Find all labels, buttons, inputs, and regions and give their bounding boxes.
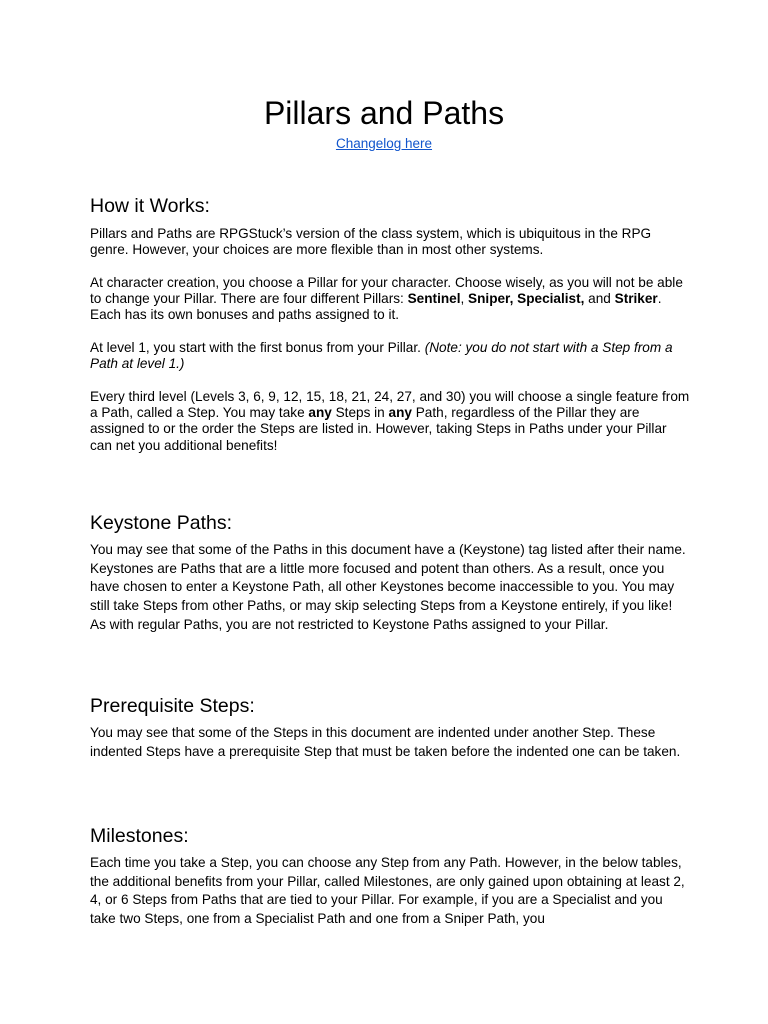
milestones-paragraph: Each time you take a Step, you can choose any Step from any Path. However, in the below tables, the additional benefits from your Pillar, called Milestones, are only gained upon obtaining at least 2, 4, or 6 Steps from Paths that are tied to your Pillar. For example, if you are a Specialist and you take two Steps, one from a Specialist Path and one from a Sniper Path, you [90,855,685,927]
page-title: Pillars and Paths [263,95,505,131]
how-it-works-heading: How it Works: [90,195,210,217]
p4-text-a: Every third level (Levels 3, 6, 9, 12, 15, 18, 21, 24, 27, and 30) you will choose a single feature from a Path, called a Step. You may take [90,389,690,421]
p2-text-a: At character creation, you choose a Pillar for your character. Choose wisely, as you will not be able to change your Pillar. There are four different Pillars: [90,275,683,307]
p4-any-1: any [308,405,332,421]
how-it-works-paragraph-4 [90,389,690,454]
p2-and: and [584,291,615,307]
pillar-sniper-specialist: Sniper, Specialist, [468,291,585,307]
prerequisite-steps-heading: Prerequisite Steps: [90,695,255,717]
prerequisite-steps-paragraph: You may see that some of the Steps in this document are indented under another Step. These indented Steps have a prerequisite Step that must be taken before the indented one can be taken. [90,725,681,759]
p2-comma: , [460,291,469,307]
how-it-works-paragraph-3 [90,340,690,372]
p4-text-b: Steps in [331,405,389,421]
pillar-striker: Striker [614,291,658,307]
p4-text-c: Path, regardless of the Pillar they are assigned to or the order the Steps are listed in. However, taking Steps in Paths under your Pillar can net you additional benefits! [90,405,667,453]
how-it-works-paragraph-2 [90,275,690,324]
changelog-link[interactable]: Changelog here [335,136,433,151]
keystone-paths-paragraph: You may see that some of the Paths in this document have a (Keystone) tag listed after their name. Keystones are Paths that are a little more focused and potent than others. As a result, once you have chosen to enter a Keystone Path, all other Keystones become inaccessible to you. You may still take Steps from other Paths, or may skip selecting Steps from a Keystone entirely, if you like! As with regular Paths, you are not restricted to Keystone Paths assigned to your Pillar. [90,542,686,632]
pillar-sentinel: Sentinel [407,291,461,307]
how-it-works-paragraph-1: Pillars and Paths are RPGStuck’s version of the class system, which is ubiquitous in the RPG genre. However, your choices are more flexible than in most other systems. [90,226,652,258]
p3-text: At level 1, you start with the first bonus from your Pillar. [90,340,425,355]
p3-note: (Note: you do not start with a Step from a Path at level 1.) [90,340,673,372]
p4-any-2: any [388,405,412,421]
keystone-paths-heading: Keystone Paths: [90,512,233,534]
changelog-link-wrapper [0,136,768,152]
p2-text-b: . Each has its own bonuses and paths assigned to it. [90,291,662,323]
milestones-heading: Milestones: [90,825,189,847]
